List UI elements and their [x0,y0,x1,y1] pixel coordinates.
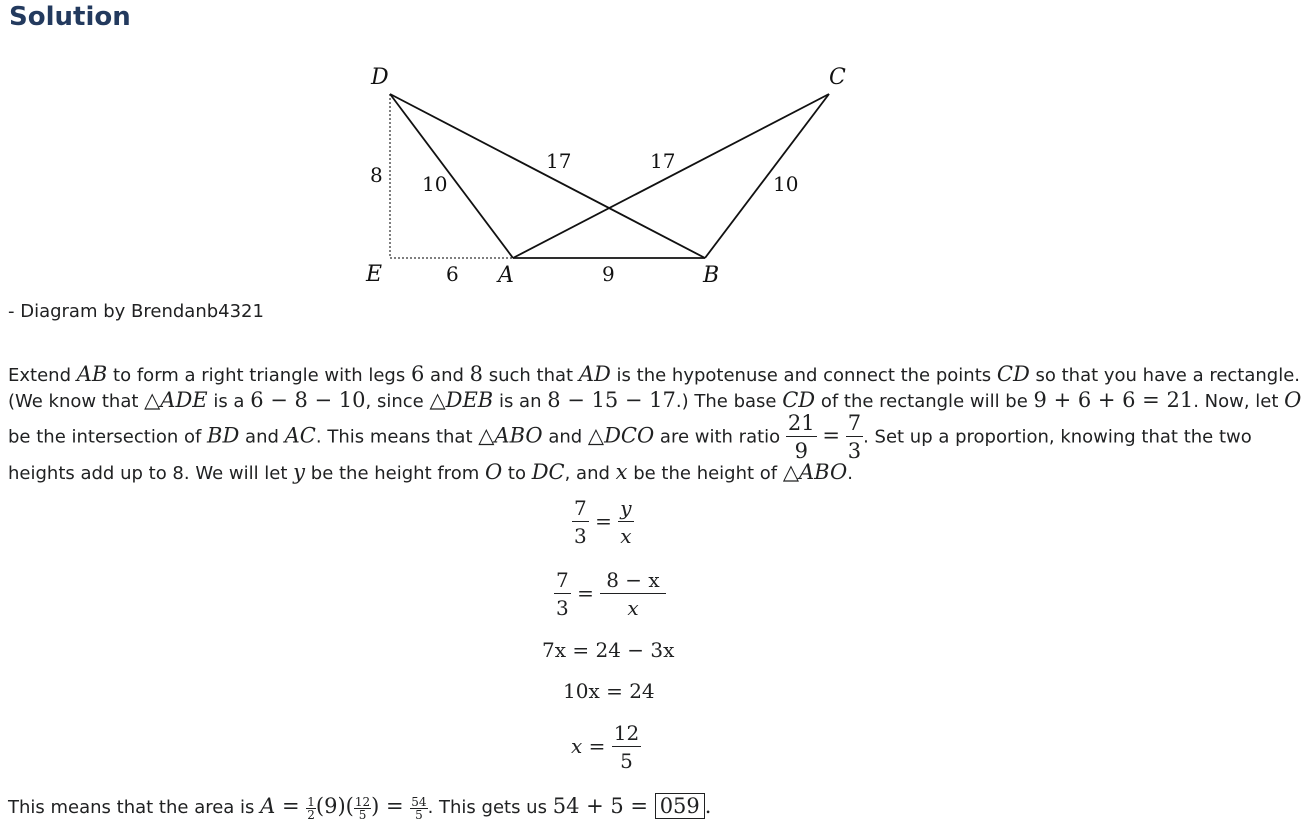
length-DE: 8 [370,163,383,187]
label-E: E [366,262,383,287]
fraction-fifty-four-fifths: $\frac{54}{5}$ [411,794,427,822]
ratio-fraction-21-9: $\frac{21}{9}$ [787,411,815,463]
length-DB: 17 [546,149,572,173]
paragraph-line-2: (We know that △ADE is a 6 − 8 − 10, since △DEB is an 8 − 15 − 17.) The base CD of the rectangle will be 9 + 6 + 6 = 21. Now, let O [8,388,1301,412]
length-BC: 10 [773,172,799,196]
equation-2: $\frac{7}{3}$ = $\frac{8 - x}{x}$ [554,567,666,622]
label-C: C [829,65,846,90]
paragraph-line-4: heights add up to 8. We will let y be the height from O to DC, and x be the height of △ABO. [8,460,853,484]
equation-4: 10x = 24 [563,679,655,703]
fraction-one-half: $\frac{1}{2}$ [307,794,315,822]
diagram-credit: - Diagram by Brendanb4321 [8,301,264,322]
label-D: D [371,65,389,90]
length-DA: 10 [422,172,448,196]
label-A: A [498,263,514,288]
geometry-diagram [0,0,1216,300]
equation-3: 7x = 24 − 3x [542,638,675,662]
segment-DA [390,94,513,258]
paragraph-line-3: be the intersection of BD and AC. This means that △ABO and △DCO are with ratio $\frac{21}{9}$ = $\frac{7}{3}$ . Set up a proportion, knowing that the two [8,411,1252,463]
fraction-twelve-fifths: $\frac{12}{5}$ [354,794,371,822]
paragraph-line-1: Extend AB to form a right triangle with legs 6 and 8 such that AD is the hypotenuse and connect the points CD so that you have a rectangle. [8,362,1301,386]
equation-5: x = $\frac{12}{5}$ [571,721,640,773]
equation-1: $\frac{7}{3}$ = $\frac{y}{x}$ [574,496,632,548]
boxed-answer: 059 [655,793,705,819]
ratio-fraction-7-3: $\frac{7}{3}$ [847,411,862,463]
final-answer-line: This means that the area is A = $\frac{1}{2}$ (9)( $\frac{12}{5}$ ) = $\frac{54}{5}$ . This gets us 54 + 5 = 059 . [8,794,712,822]
length-EA: 6 [446,262,459,286]
length-AC: 17 [650,149,676,173]
segment-BC [705,94,829,258]
solution-heading: Solution [9,2,131,32]
label-B: B [703,263,720,288]
length-AB: 9 [602,262,615,286]
